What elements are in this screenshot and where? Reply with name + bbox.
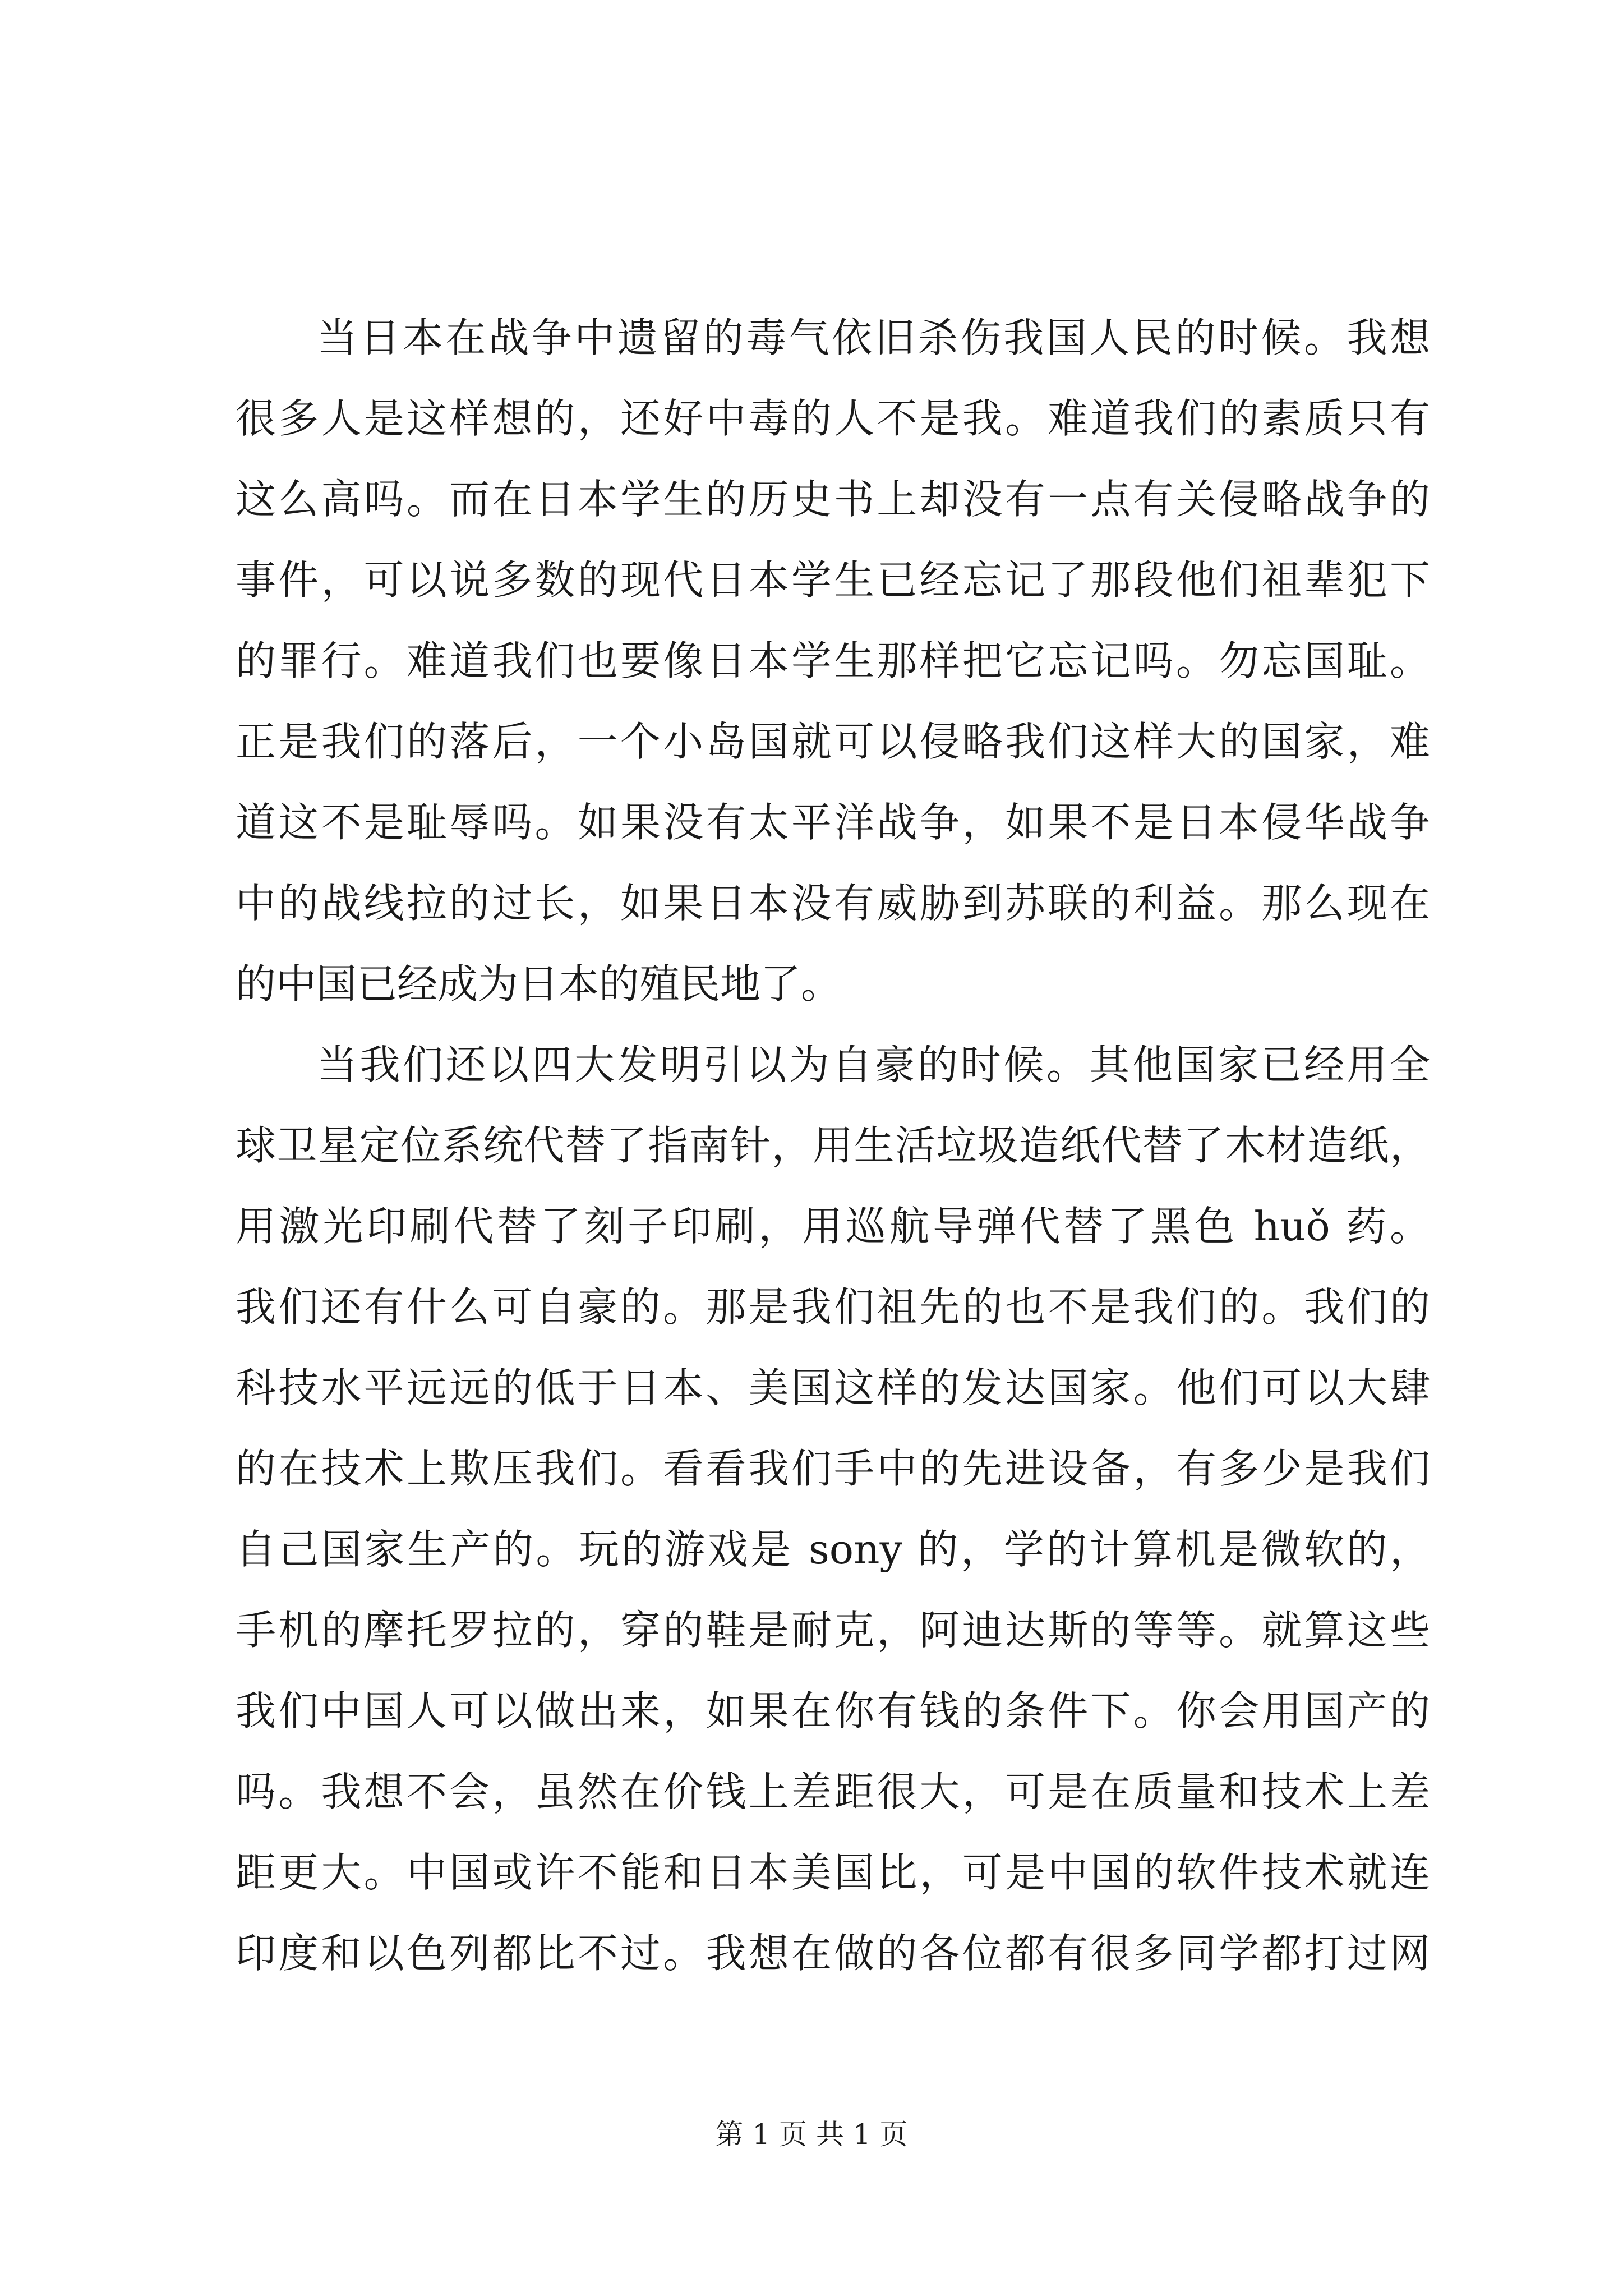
text-line: 的在技术上欺压我们。看看我们手中的先进设备，有多少是我们 — [236, 1445, 1430, 1492]
text-line: 这么高吗。而在日本学生的历史书上却没有一点有关侵略战争的 — [236, 476, 1430, 523]
text-line: 我们中国人可以做出来，如果在你有钱的条件下。你会用国产的 — [236, 1687, 1430, 1734]
text-line: 我们还有什么可自豪的。那是我们祖先的也不是我们的。我们的 — [236, 1283, 1430, 1331]
text-line: 球卫星定位系统代替了指南针，用生活垃圾造纸代替了木材造纸， — [236, 1122, 1430, 1169]
text-line: 的罪行。难道我们也要像日本学生那样把它忘记吗。勿忘国耻。 — [236, 637, 1430, 684]
text-line: 事件，可以说多数的现代日本学生已经忘记了那段他们祖辈犯下 — [236, 556, 1430, 604]
paragraph — [236, 1024, 1430, 1994]
body-text — [236, 297, 1430, 1994]
text-line: 道这不是耻辱吗。如果没有太平洋战争，如果不是日本侵华战争 — [236, 799, 1430, 846]
text-line: 的中国已经成为日本的殖民地了。 — [236, 960, 842, 1007]
text-line: 自己国家生产的。玩的游戏是 sony 的，学的计算机是微软的， — [236, 1526, 1430, 1573]
paragraph — [236, 297, 1430, 1024]
text-line: 手机的摩托罗拉的，穿的鞋是耐克，阿迪达斯的等等。就算这些 — [236, 1607, 1430, 1654]
text-line: 印度和以色列都比不过。我想在做的各位都有很多同学都打过网 — [236, 1930, 1430, 1977]
text-line: 用激光印刷代替了刻子印刷，用巡航导弹代替了黑色 huǒ 药。 — [236, 1203, 1430, 1250]
text-line: 距更大。中国或许不能和日本美国比，可是中国的软件技术就连 — [236, 1849, 1430, 1896]
page-footer: 第 1 页 共 1 页 — [715, 2118, 908, 2151]
text-line: 正是我们的落后，一个小岛国就可以侵略我们这样大的国家，难 — [236, 718, 1430, 765]
text-line: 中的战线拉的过长，如果日本没有威胁到苏联的利益。那么现在 — [236, 880, 1430, 927]
text-line: 吗。我想不会，虽然在价钱上差距很大，可是在质量和技术上差 — [236, 1768, 1430, 1815]
text-line: 科技水平远远的低于日本、美国这样的发达国家。他们可以大肆 — [236, 1364, 1430, 1411]
text-line: 当我们还以四大发明引以为自豪的时候。其他国家已经用全 — [317, 1041, 1430, 1088]
text-line: 很多人是这样想的，还好中毒的人不是我。难道我们的素质只有 — [236, 395, 1430, 442]
text-line: 当日本在战争中遗留的毒气依旧杀伤我国人民的时候。我想 — [317, 314, 1430, 361]
